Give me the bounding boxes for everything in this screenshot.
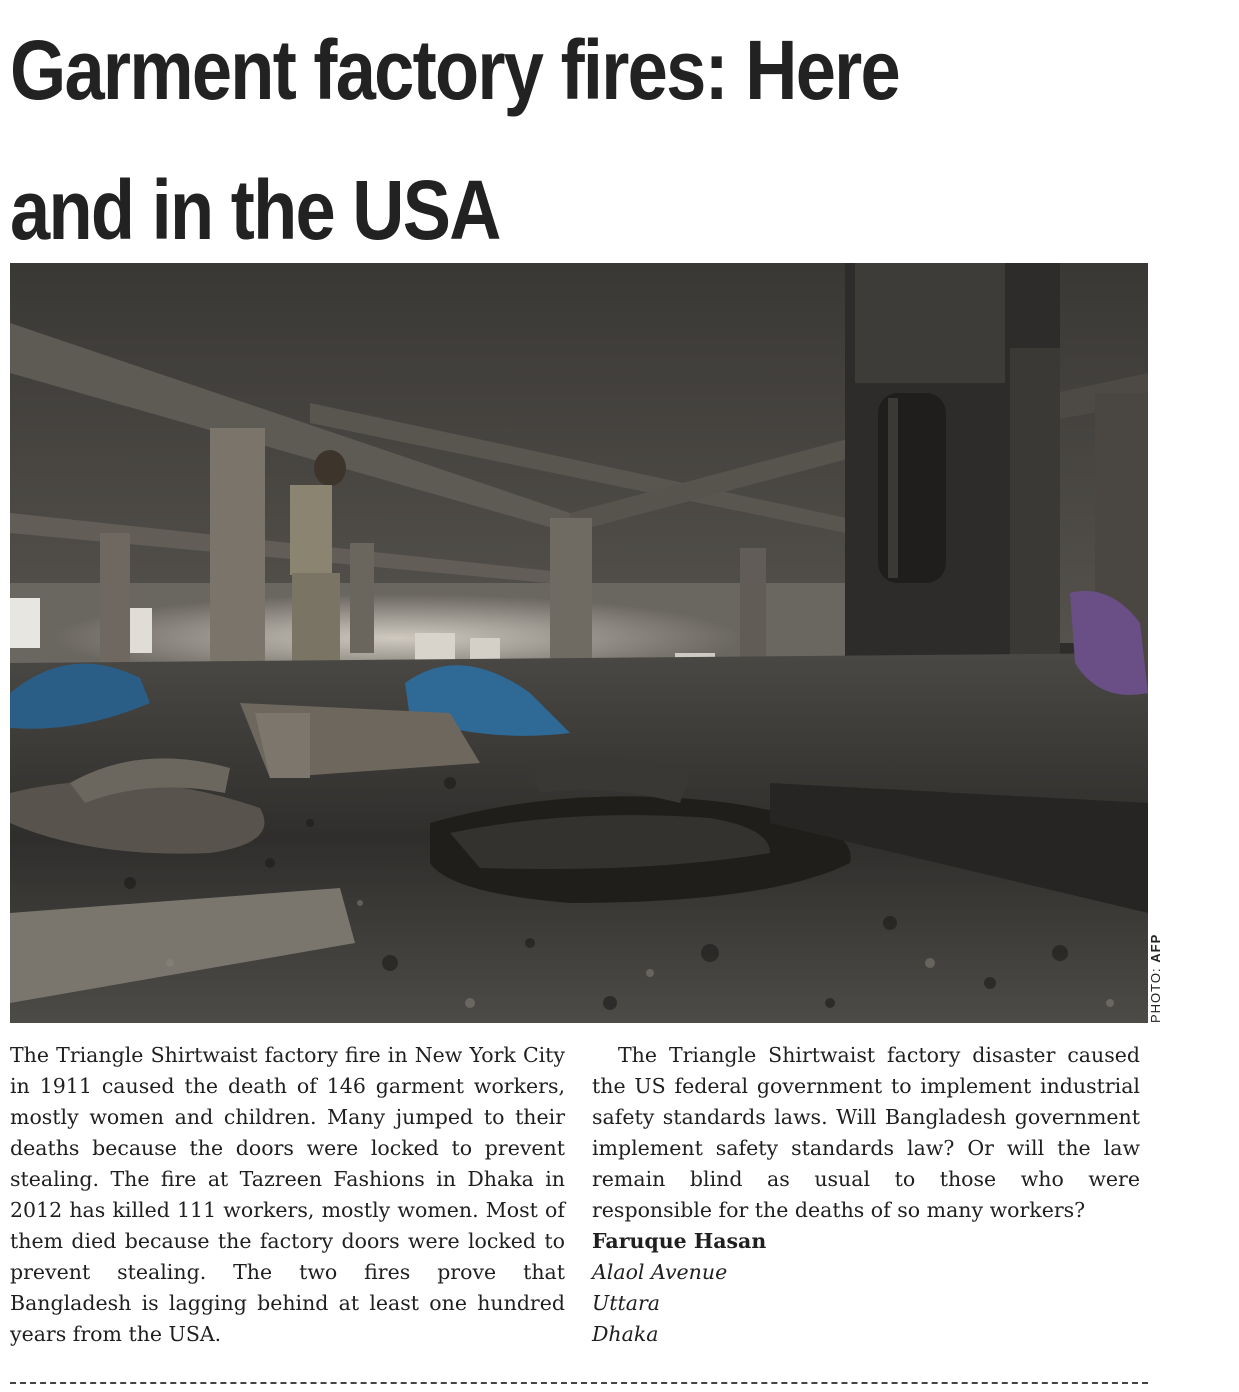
body-paragraph-left: The Triangle Shirtwaist factory fire in New York City in 1911 caused the death of 146 garment workers, mostly women and children. Many jumped to their deaths because the doors were locked to prevent stealing. The fire at Tazreen Fashions in Dhaka in 2012 has killed 111 workers, mostly women. Most of them died because the factory doors were locked to prevent stealing. The two fires prove that Bangladesh is lagging behind at least one hundred years from the USA.: [10, 1043, 565, 1346]
burnt-factory-illustration: [10, 263, 1148, 1023]
photo-credit: [1148, 934, 1163, 1023]
photo-credit-source: AFP: [1148, 933, 1163, 963]
body-column-right: [592, 1040, 1140, 1350]
signature-name: Faruque Hasan: [592, 1229, 767, 1253]
headline-line-2: and in the USA: [10, 163, 500, 257]
headline-line-1: Garment factory fires: Here: [10, 23, 900, 117]
body-paragraph-right: The Triangle Shirtwaist factory disaster caused the US federal government to implement industrial safety standards laws. Will Bangladesh government implement safety standards law? Or will the law remain blind as usual to those who were responsible for the deaths of so many workers?: [592, 1043, 1140, 1222]
dashed-divider: [10, 1382, 1148, 1384]
signature-address-line-2: Uttara: [592, 1291, 660, 1315]
headline: [10, 0, 1154, 280]
signature-address-line-1: Alaol Avenue: [592, 1260, 728, 1284]
photo-credit-label: PHOTO:: [1148, 967, 1163, 1023]
signature-address-line-3: Dhaka: [592, 1322, 659, 1346]
article-photo: [10, 263, 1148, 1023]
body-column-left: [10, 1040, 565, 1350]
